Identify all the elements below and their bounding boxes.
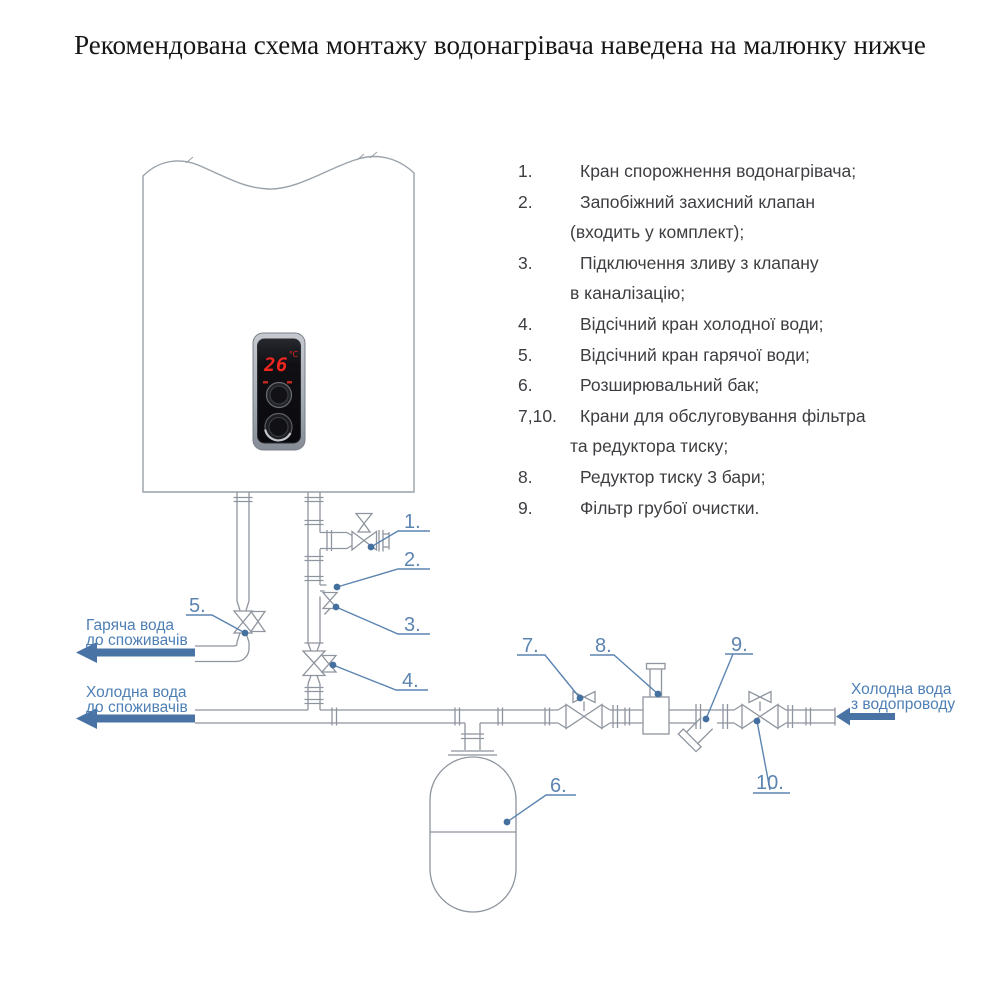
expansion-tank-6: [430, 723, 516, 912]
legend-item-number: 1.: [518, 161, 533, 181]
cold-outlet-label: Холодна вода: [86, 684, 187, 701]
hot-outlet-elbow: [195, 633, 249, 662]
flow-labels: [86, 617, 955, 716]
callout-9: 9.: [731, 634, 748, 656]
knob-lower-icon: [265, 414, 292, 441]
knob-upper-icon: [267, 383, 292, 408]
tank-top-hatch-marks: [186, 152, 377, 163]
hot-water-pipe: [234, 492, 253, 611]
legend-item-text: Запобіжний захисний клапан: [580, 191, 815, 212]
temperature-value: 26: [264, 354, 288, 376]
legend-item-text: Кран спорожнення водонагрівача;: [580, 161, 857, 181]
legend-item-text: Редуктор тиску 3 бари;: [580, 466, 766, 487]
callout-2: 2.: [404, 549, 421, 571]
legend-item-text: Фільтр грубої очистки.: [580, 497, 760, 518]
indicator-led-right: [287, 381, 292, 384]
cold-main-pipe: [195, 704, 835, 729]
callout-numbers: [189, 511, 784, 797]
indicator-led-left: [263, 381, 268, 384]
callout-8: 8.: [595, 635, 612, 657]
legend-item-number: 8.: [518, 466, 533, 487]
callout-4: 4.: [402, 670, 419, 692]
callout-7: 7.: [522, 635, 539, 657]
coarse-filter-9: [678, 714, 715, 751]
callout-5: 5.: [189, 595, 206, 617]
service-valve-7: [566, 692, 602, 729]
service-valve-10: [742, 692, 778, 729]
hot-outlet-label-2: до споживачів: [86, 632, 188, 649]
legend-item-text: Розширювальний бак;: [580, 375, 760, 396]
callout-6: 6.: [550, 775, 567, 797]
legend-item-text: Відсічний кран гарячої води;: [580, 344, 810, 365]
legend-item-text: Крани для обслуговування фільтра: [580, 405, 866, 426]
legend-item-number: 2.: [518, 191, 533, 212]
legend-item-text-cont: та редуктора тиску;: [570, 436, 729, 457]
temperature-unit: °C: [289, 350, 298, 359]
legend-item-number: 4.: [518, 313, 533, 334]
callout-10: 10.: [756, 772, 784, 794]
legend-item-number: 5.: [518, 344, 533, 365]
legend-item-number: 9.: [518, 497, 533, 518]
legend-item-text-cont: в каналізацію;: [570, 283, 686, 304]
callout-3: 3.: [404, 614, 421, 636]
legend-item-number: 7,10.: [518, 405, 557, 426]
cold-supply-label-2: з водопроводу: [851, 696, 956, 713]
safety-valve-2: [320, 585, 337, 615]
cold-water-pipe: [305, 492, 324, 710]
cold-outlet-label-2: до споживачів: [86, 699, 188, 716]
pressure-reducer-8: [643, 664, 669, 735]
legend-item-text-cont: (входить у комплект);: [570, 222, 745, 243]
hot-outlet-label: Гаряча вода: [86, 617, 174, 634]
control-panel: [253, 333, 305, 450]
legend-item-number: 3.: [518, 252, 533, 273]
drain-connection-3: [325, 609, 331, 615]
page-title: Рекомендована схема монтажу водонагрівача наведена на малюнку нижче: [74, 30, 926, 60]
callout-1: 1.: [404, 511, 421, 533]
cold-supply-label: Холодна вода: [851, 681, 952, 698]
legend-item-text: Відсічний кран холодної води;: [580, 313, 824, 334]
legend-item-text: Підключення зливу з клапану: [580, 252, 819, 273]
legend-item-number: 6.: [518, 375, 533, 396]
piping: [195, 492, 835, 912]
drain-valve-1: [320, 514, 389, 552]
